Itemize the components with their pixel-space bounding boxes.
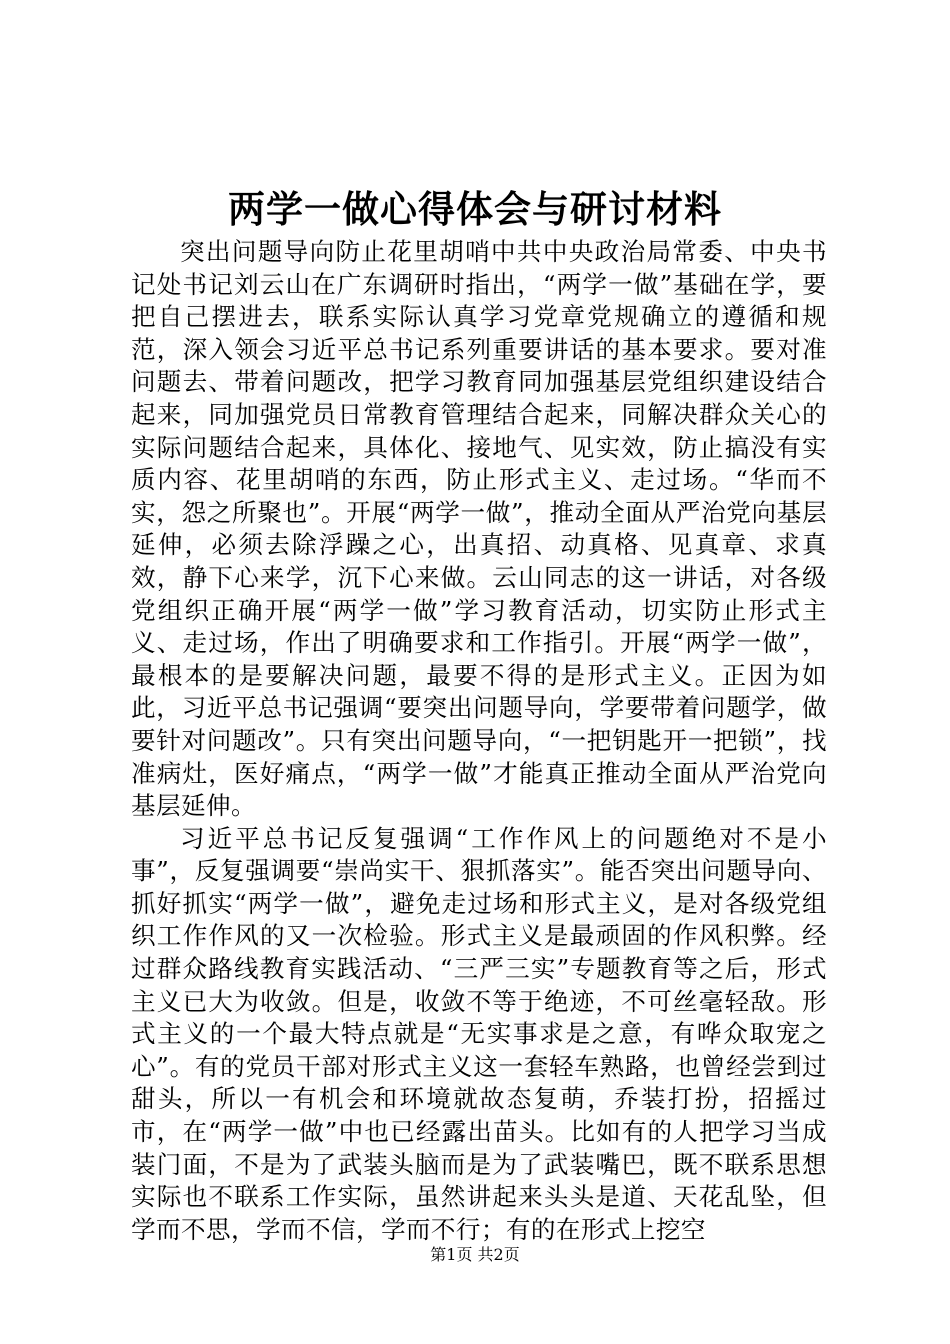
document-body [131, 236, 827, 1246]
page-number-footer: 第1页 共2页 [430, 1245, 520, 1264]
paragraph-2: 习近平总书记反复强调“工作作风上的问题绝对不是小事”，反复强调要“崇尚实干、狠抓落实”。能否突出问题导向、抓好抓实“两学一做”，避免走过场和形式主义，是对各级党组织工作作风的又一次检验。形式主义是最顽固的作风积弊。经过群众路线教育实践活动、“三严三实”专题教育等之后，形式主义已大为收敛。但是，收敛不等于绝迹，不可丝毫轻敌。形式主义的一个最大特点就是“无实事求是之意，有哗众取宠之心”。有的党员干部对形式主义这一套轻车熟路，也曾经尝到过甜头，所以一有机会和环境就故态复萌，乔装打扮，招摇过市，在“两学一做”中也已经露出苗头。比如有的人把学习当成装门面，不是为了武装头脑而是为了武装嘴巴，既不联系思想实际也不联系工作实际，虽然讲起来头头是道、天花乱坠，但学而不思，学而不信，学而不行；有的在形式上挖空 [131, 823, 827, 1244]
document-title: 两学一做心得体会与研讨材料 [228, 187, 722, 231]
paragraph-1: 突出问题导向防止花里胡哨中共中央政治局常委、中央书记处书记刘云山在广东调研时指出，“两学一做”基础在学，要把自己摆进去，联系实际认真学习党章党规确立的遵循和规范，深入领会习近平总书记系列重要讲话的基本要求。要对准问题去、带着问题改，把学习教育同加强基层党组织建设结合起来，同加强党员日常教育管理结合起来，同解决群众关心的实际问题结合起来，具体化、接地气、见实效，防止搞没有实质内容、花里胡哨的东西，防止形式主义、走过场。“华而不实，怨之所聚也”。开展“两学一做”，推动全面从严治党向基层延伸，必须去除浮躁之心，出真招、动真格、见真章、求真效，静下心来学，沉下心来做。云山同志的这一讲话，对各级党组织正确开展“两学一做”学习教育活动，切实防止形式主义、走过场，作出了明确要求和工作指引。开展“两学一做”，最根本的是要解决问题，最要不得的是形式主义。正因为如此，习近平总书记强调“要突出问题导向，学要带着问题学，做要针对问题改”。只有突出问题导向，“一把钥匙开一把锁”，找准病灶，医好痛点，“两学一做”才能真正推动全面从严治党向基层延伸。 [131, 237, 827, 821]
